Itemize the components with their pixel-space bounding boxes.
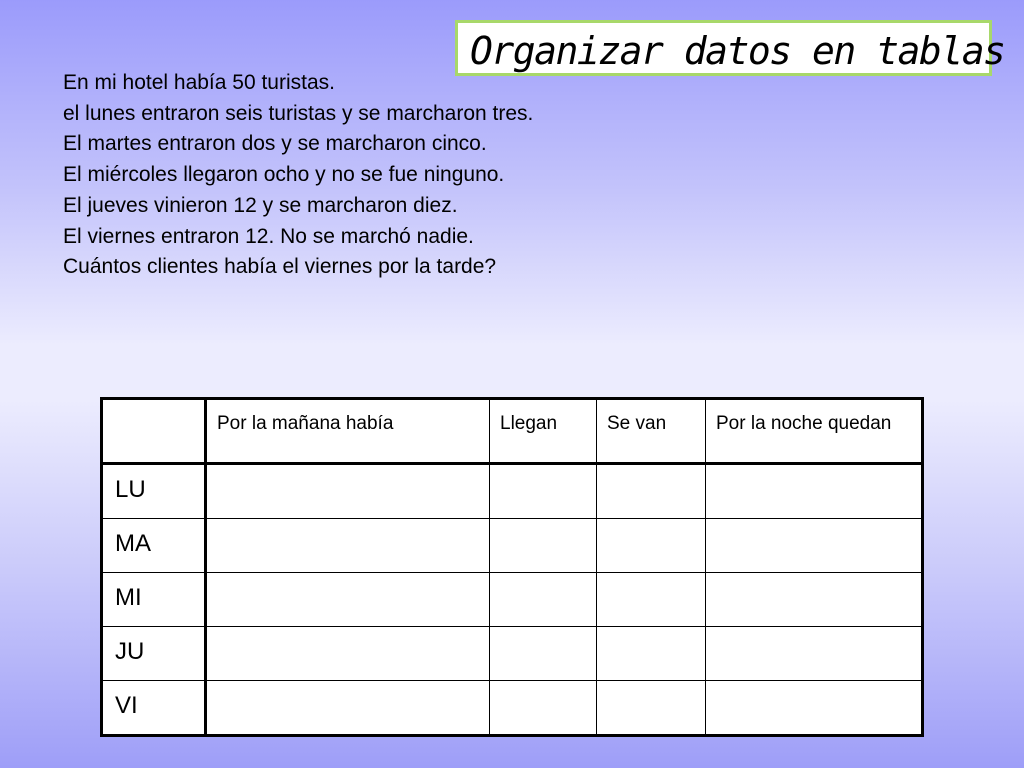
table-cell[interactable] bbox=[706, 464, 923, 519]
day-label-cell bbox=[102, 627, 206, 681]
table-cell[interactable] bbox=[597, 681, 706, 736]
table-row bbox=[102, 627, 923, 681]
problem-line: el lunes entraron seis turistas y se marcharon tres. bbox=[63, 101, 534, 125]
header-arrive-cell bbox=[490, 399, 597, 464]
problem-statement bbox=[63, 68, 533, 283]
table-cell[interactable] bbox=[206, 681, 490, 736]
day-label: JU bbox=[115, 638, 145, 665]
problem-line: El miércoles llegaron ocho y no se fue ninguno. bbox=[63, 163, 505, 187]
table-row bbox=[102, 573, 923, 627]
title-box bbox=[455, 20, 1005, 76]
table-cell[interactable] bbox=[706, 519, 923, 573]
data-table bbox=[100, 397, 924, 737]
header-cell-text: Por la mañana había bbox=[217, 413, 394, 434]
slide-title: Organizar datos en tablas bbox=[470, 29, 1005, 73]
table-cell[interactable] bbox=[206, 519, 490, 573]
table-cell[interactable] bbox=[490, 627, 597, 681]
day-label: MA bbox=[115, 530, 151, 557]
day-label-cell bbox=[102, 519, 206, 573]
table-cell[interactable] bbox=[706, 573, 923, 627]
table-cell[interactable] bbox=[490, 519, 597, 573]
table-cell[interactable] bbox=[490, 573, 597, 627]
table-cell[interactable] bbox=[597, 464, 706, 519]
table-row bbox=[102, 681, 923, 736]
problem-line: El martes entraron dos y se marcharon cinco. bbox=[63, 132, 487, 156]
table-cell[interactable] bbox=[597, 519, 706, 573]
table-cell[interactable] bbox=[706, 681, 923, 736]
day-label-cell bbox=[102, 573, 206, 627]
table-cell[interactable] bbox=[706, 627, 923, 681]
table-header-row bbox=[102, 399, 923, 464]
table-cell[interactable] bbox=[597, 573, 706, 627]
header-cell-text bbox=[103, 400, 204, 410]
table-cell[interactable] bbox=[206, 627, 490, 681]
header-corner-cell bbox=[102, 399, 206, 464]
table-row bbox=[102, 519, 923, 573]
day-label-cell bbox=[102, 464, 206, 519]
table-cell[interactable] bbox=[597, 627, 706, 681]
problem-line: Cuántos clientes había el viernes por la tarde? bbox=[63, 255, 497, 279]
header-night-cell bbox=[706, 399, 923, 464]
day-label: VI bbox=[115, 692, 138, 719]
table-row bbox=[102, 464, 923, 519]
header-cell-text: Se van bbox=[607, 413, 667, 434]
table-cell[interactable] bbox=[206, 573, 490, 627]
day-label: LU bbox=[115, 476, 146, 503]
header-leave-cell bbox=[597, 399, 706, 464]
table-cell[interactable] bbox=[206, 464, 490, 519]
header-cell-text: Por la noche quedan bbox=[716, 413, 892, 434]
day-label: MI bbox=[115, 584, 142, 611]
table-cell[interactable] bbox=[490, 464, 597, 519]
header-cell-text: Llegan bbox=[500, 413, 558, 434]
problem-line: En mi hotel había 50 turistas. bbox=[63, 71, 335, 94]
day-label-cell bbox=[102, 681, 206, 736]
problem-line: El jueves vinieron 12 y se marcharon diez. bbox=[63, 193, 458, 217]
header-morning-cell bbox=[206, 399, 490, 464]
problem-line: El viernes entraron 12. No se marchó nadie. bbox=[63, 224, 474, 248]
table-cell[interactable] bbox=[490, 681, 597, 736]
